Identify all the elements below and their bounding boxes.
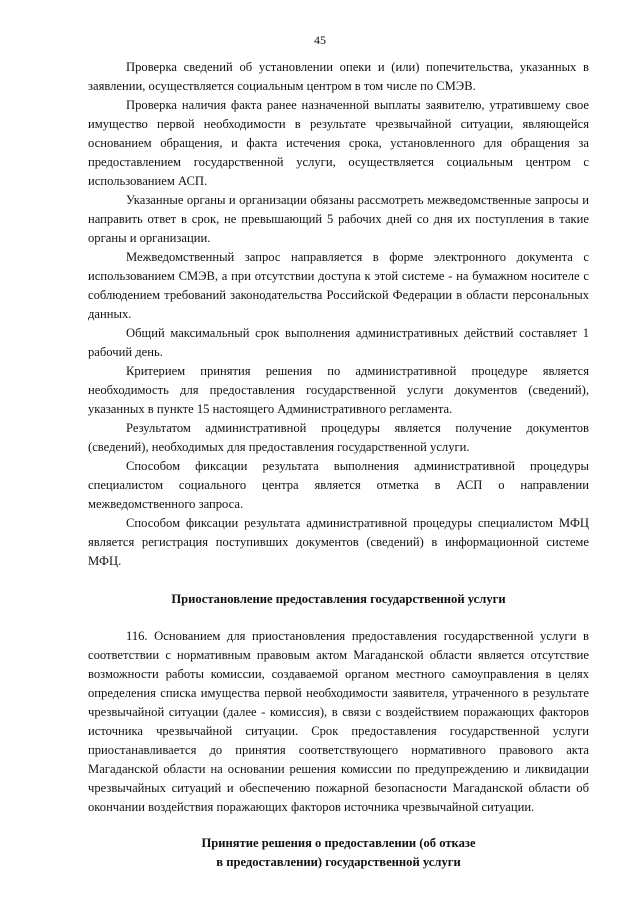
heading-suspension: Приостановление предоставления государственной услуги <box>171 592 506 606</box>
page-number: 45 <box>314 33 326 47</box>
document-body <box>88 58 589 872</box>
paragraph-request-form: Межведомственный запрос направляется в форме электронного документа с использованием СМЭВ, а при отсутствии доступа к этой системе - на бумажном носителе с соблюдением требований законодательства Российской Федерации в области персональных данных. <box>88 250 589 321</box>
paragraph-116: 116. Основанием для приостановления предоставления государственной услуги в соответствии с нормативным правовым актом Магаданской области является отсутствие возможности работы комиссии, создаваемой органом местного самоуправления в целях определения списка имущества первой необходимости заявителя, утраченного в результате чрезвычайной ситуации (далее - комиссия), в связи с воздействием поражающих факторов источника чрезвычайной ситуации. Срок предоставления государственной услуги приостанавливается до принятия соответствующего нормативного правового акта Магаданской области на основании решения комиссии по предупреждению и ликвидации чрезвычайных ситуаций и обеспечению пожарной безопасности Магаданской области об окончании воздействия поражающих факторов источника чрезвычайной ситуации. <box>88 629 589 814</box>
paragraph-max-duration: Общий максимальный срок выполнения административных действий составляет 1 рабочий день. <box>88 326 589 359</box>
paragraph-response-deadline: Указанные органы и организации обязаны рассмотреть межведомственные запросы и направить ответ в срок, не превышающий 5 рабочих дней со дня их поступления в такие органы и организации. <box>88 193 589 245</box>
heading-decision-line1: Принятие решения о предоставлении (об отказе <box>201 836 476 850</box>
paragraph-fixation-mfc: Способом фиксации результата административной процедуры специалистом МФЦ является регистрация поступивших документов (сведений) в информационной системе МФЦ. <box>88 516 589 568</box>
paragraph-prior-payment-check: Проверка наличия факта ранее назначенной выплаты заявителю, утратившему свое имущество первой необходимости в результате чрезвычайной ситуации, являющейся основанием обращения, и факта истечения срока, установленного для обращения за предоставлением государственной услуги, осуществляется социальным центром с использованием АСП. <box>88 98 589 188</box>
paragraph-decision-criterion: Критерием принятия решения по административной процедуре является необходимость для предоставления государственной услуги документов (сведений), указанных в пункте 15 настоящего Административного регламента. <box>88 364 589 416</box>
paragraph-procedure-result: Результатом административной процедуры является получение документов (сведений), необходимых для предоставления государственной услуги. <box>88 421 589 454</box>
heading-decision <box>88 834 589 872</box>
paragraph-guardianship-check: Проверка сведений об установлении опеки и (или) попечительства, указанных в заявлении, осуществляется социальным центром в том числе по СМЭВ. <box>88 60 589 93</box>
paragraph-fixation-social-center: Способом фиксации результата выполнения административной процедуры специалистом социального центра является отметка в АСП о направлении межведомственного запроса. <box>88 459 589 511</box>
heading-decision-line2: в предоставлении) государственной услуги <box>216 855 461 869</box>
